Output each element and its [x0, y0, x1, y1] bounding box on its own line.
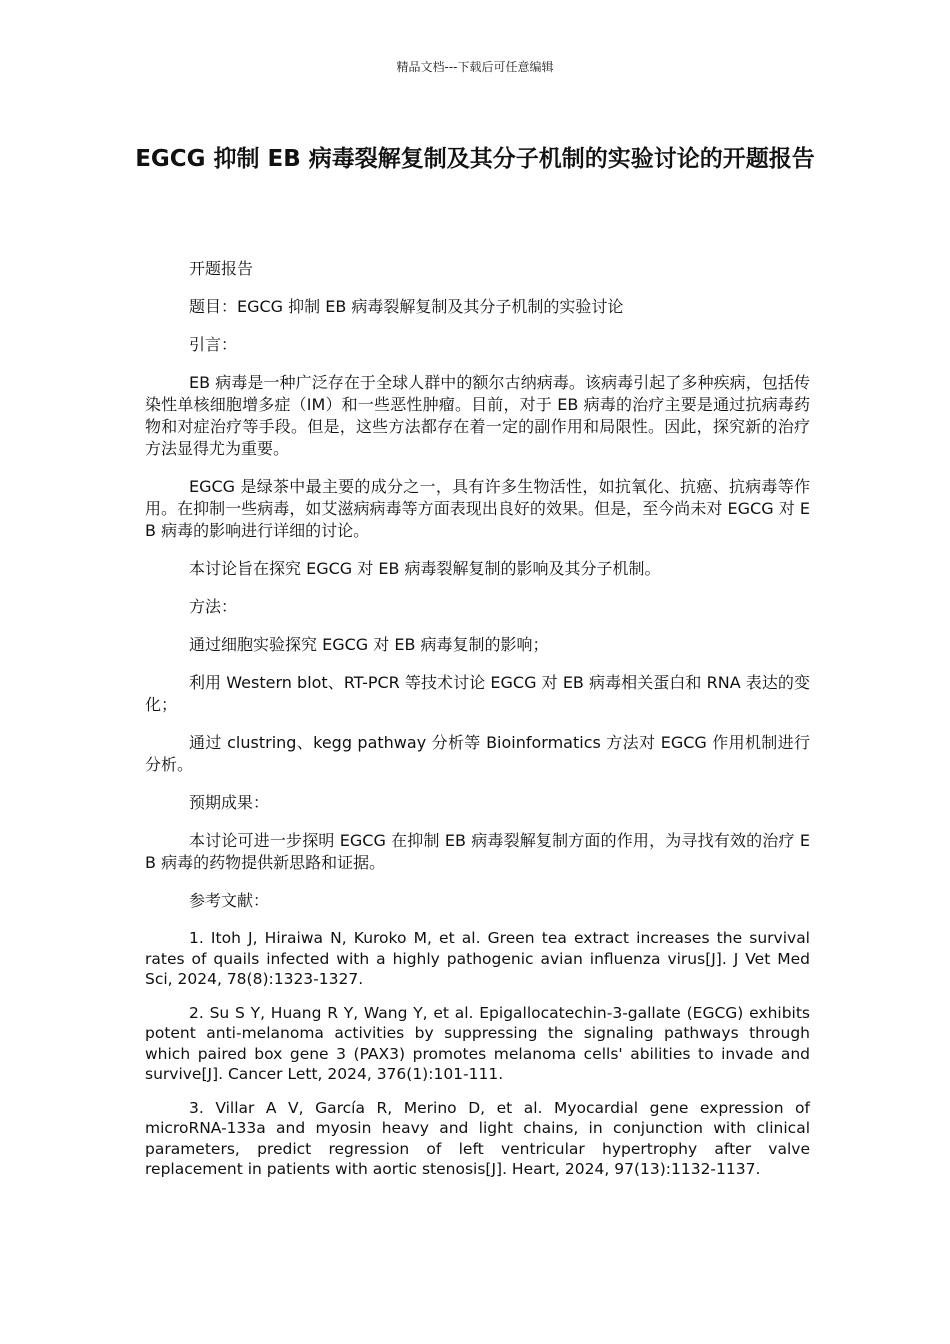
- section-heading-methods: 方法：: [189, 597, 238, 616]
- method-item-3: 通过 clustring、kegg pathway 分析等 Bioinformatics 方法对 EGCG 作用机制进行分析。: [145, 733, 810, 774]
- page-header: 精品文档---下载后可任意编辑: [396, 60, 554, 74]
- section-heading-intro: 引言：: [189, 335, 238, 354]
- method-item-1: 通过细胞实验探究 EGCG 对 EB 病毒复制的影响；: [189, 635, 549, 654]
- reference-item: 3. Villar A V, García R, Merino D, et al. Myocardial gene expression of microRNA-133a and myosin heavy and light chains, in conjunction with clinical parameters, predict regression of left ventricular hypertrophy after valve replacement in patients with aortic stenosis[J]. Heart, 2024, 97(13):1132-1137.: [145, 1098, 810, 1178]
- method-item-2: 利用 Western blot、RT-PCR 等技术讨论 EGCG 对 EB 病毒相关蛋白和 RNA 表达的变化；: [145, 673, 810, 714]
- document-title: EGCG 抑制 EB 病毒裂解复制及其分子机制的实验讨论的开题报告: [135, 146, 815, 172]
- section-label: 开题报告: [189, 259, 254, 278]
- reference-item: 2. Su S Y, Huang R Y, Wang Y, et al. Epigallocatechin-3-gallate (EGCG) exhibits potent anti-melanoma activities by suppressing the signaling pathways through which paired box gene 3 (PAX3) promotes melanoma cells' abilities to invade and survive[J]. Cancer Lett, 2024, 376(1):101-111.: [145, 1003, 810, 1083]
- intro-paragraph-3: 本讨论旨在探究 EGCG 对 EB 病毒裂解复制的影响及其分子机制。: [189, 559, 661, 578]
- outcomes-paragraph: 本讨论可进一步探明 EGCG 在抑制 EB 病毒裂解复制方面的作用，为寻找有效的治疗 EB 病毒的药物提供新思路和证据。: [145, 831, 810, 872]
- reference-item: 1. Itoh J, Hiraiwa N, Kuroko M, et al. Green tea extract increases the survival rates of quails infected with a highly pathogenic avian influenza virus[J]. J Vet Med Sci, 2024, 78(8):1323-1327.: [145, 929, 810, 988]
- section-heading-outcomes: 预期成果：: [189, 793, 270, 812]
- section-heading-references: 参考文献：: [189, 891, 270, 910]
- intro-paragraph-2: EGCG 是绿茶中最主要的成分之一，具有许多生物活性，如抗氧化、抗癌、抗病毒等作用。在抑制一些病毒，如艾滋病病毒等方面表现出良好的效果。但是，至今尚未对 EGCG 对 EB 病毒的影响进行详细的讨论。: [145, 477, 810, 540]
- intro-paragraph-1: EB 病毒是一种广泛存在于全球人群中的额尔古纳病毒。该病毒引起了多种疾病，包括传染性单核细胞增多症（IM）和一些恶性肿瘤。目前，对于 EB 病毒的治疗主要是通过抗病毒药物和对症治疗等手段。但是，这些方法都存在着一定的副作用和局限性。因此，探究新的治疗方法显得尤为重要。: [145, 373, 810, 458]
- topic-line: 题目：EGCG 抑制 EB 病毒裂解复制及其分子机制的实验讨论: [189, 297, 624, 316]
- document-body: [145, 258, 810, 1193]
